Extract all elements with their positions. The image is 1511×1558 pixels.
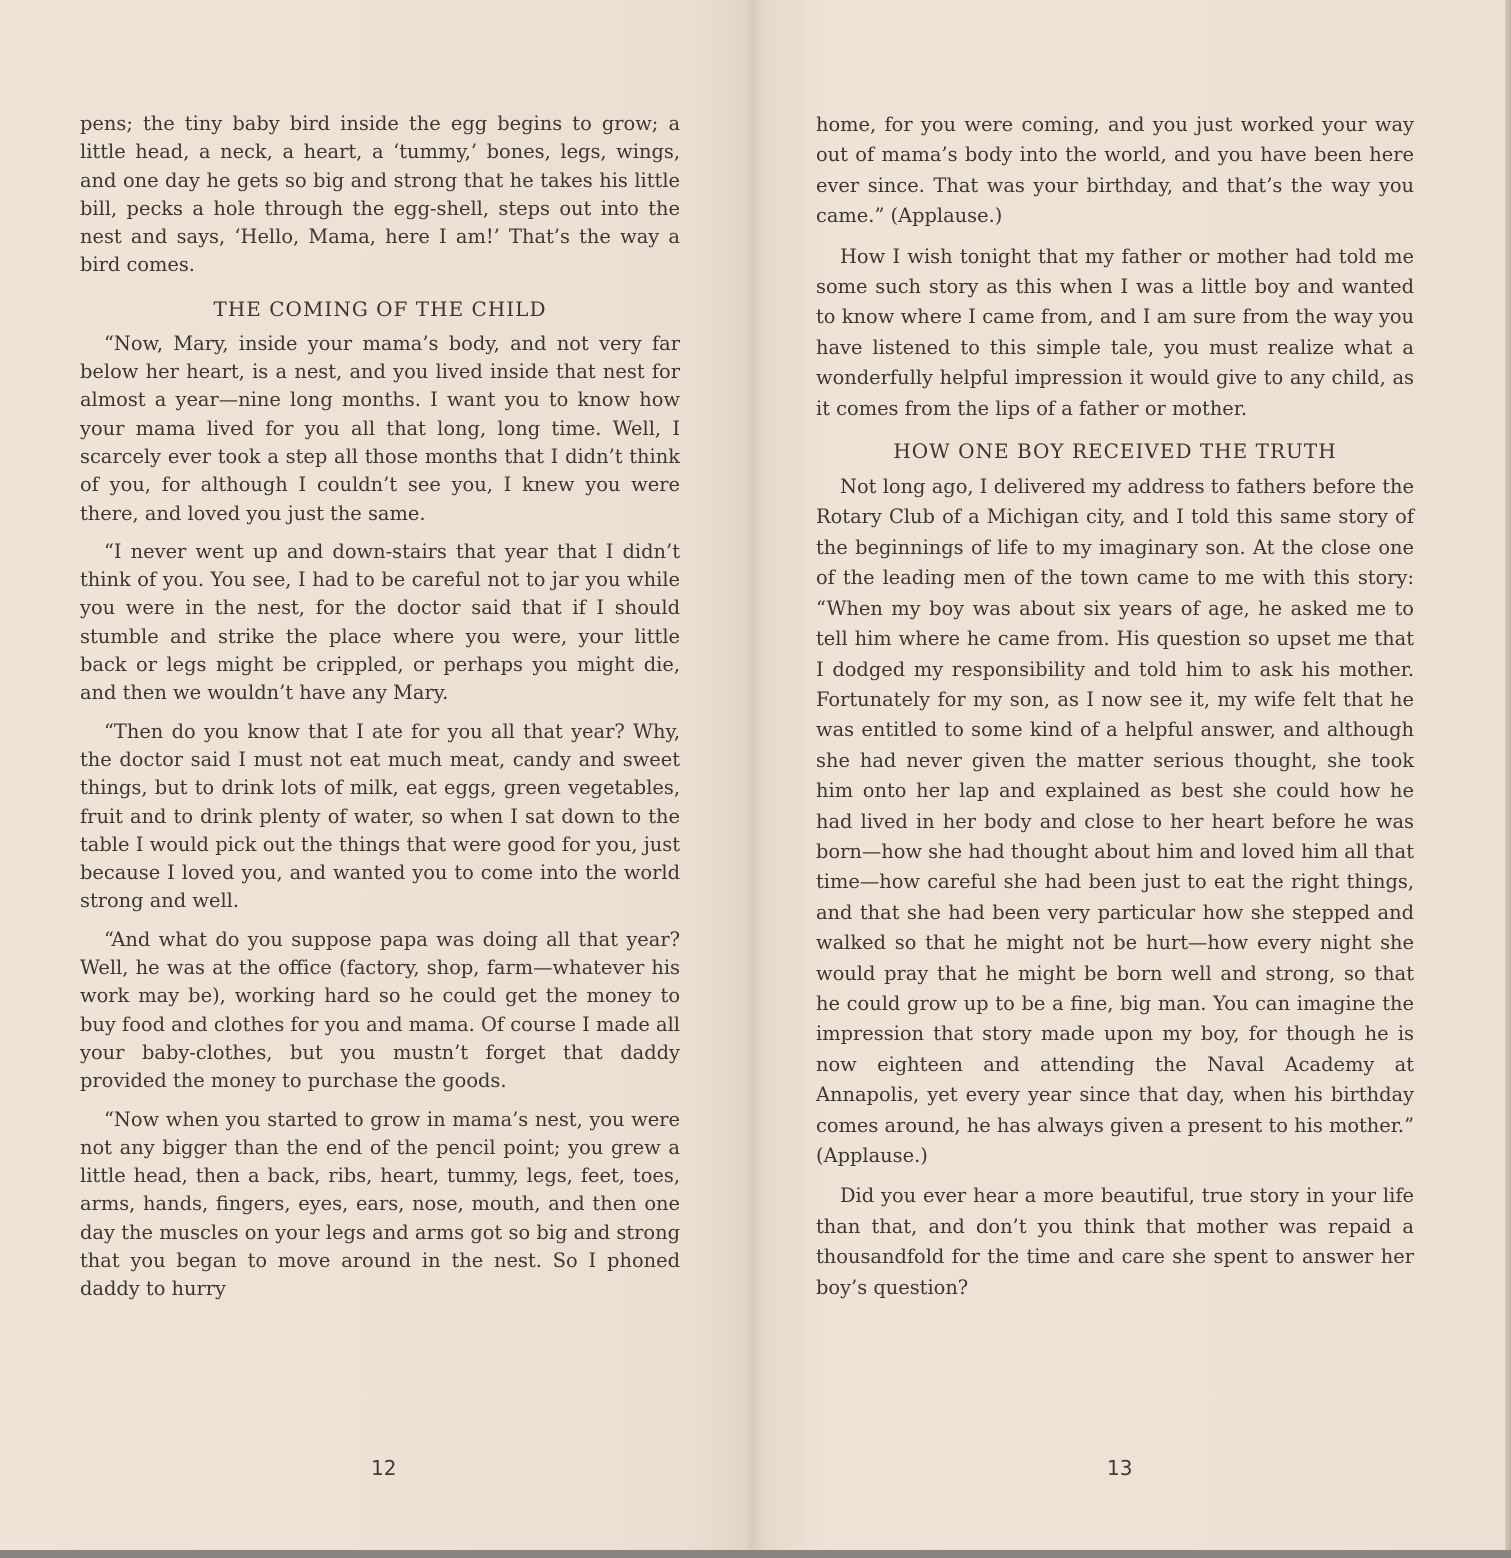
right-section-paragraph-2: Did you ever hear a more beautiful, true story in your life than that, and don’t you think that mother was repaid a thousandfold for the time and care she spent to answer her boy’s question? [816,1184,1414,1299]
left-paragraph-1: pens; the tiny baby bird inside the egg begins to grow; a little head, a neck, a heart, a ‘tummy,’ bones, legs, wings, and one day he gets so big and strong that he takes his little bill, pecks a hole through the egg-shell, steps out into the nest and says, ‘Hello, Mama, here I am!’ That’s the way a bird comes. [80,112,680,277]
left-section-paragraph-4: “And what do you suppose papa was doing all that year? Well, he was at the office (factory, shop, farm—whatever his work may be), working hard so he could get the money to buy food and clothes for you and mama. Of course I made all your baby-clothes, but you mustn’t forget that daddy provided the money to purchase the goods. [80,927,680,1093]
left-section-paragraph-3: “Then do you know that I ate for you all that year? Why, the doctor said I must not eat much meat, candy and sweet things, but to drink lots of milk, eat eggs, green vegetables, fruit and to drink plenty of water, so when I sat down to the table I would pick out the things that were good for you, just because I loved you, and wanted you to come into the world strong and well. [80,719,680,913]
right-paragraph-1: home, for you were coming, and you just worked your way out of mama’s body into the world, and you have been here ever since. That was your birthday, and that’s the way you came.” (Applause.) [816,113,1414,228]
left-page-number: 12 [371,1456,397,1480]
left-section-paragraph-5: “Now when you started to grow in mama’s nest, you were not any bigger than the end of the pencil point; you grew a little head, then a back, ribs, heart, tummy, legs, feet, toes, arms, hands, fingers, eyes, ears, nose, mouth, and then one day the muscles on your legs and arms got so big and strong that you began to move around in the nest. So I phoned daddy to hurry [80,1107,680,1301]
bottom-scan-edge [0,1550,1511,1558]
left-page [80,110,680,1314]
right-section-heading: HOW ONE BOY RECEIVED THE TRUTH [893,439,1337,464]
left-section-paragraph-1: “Now, Mary, inside your mama’s body, and not very far below her heart, is a nest, and you lived inside that nest for almost a year—nine long months. I want you to know how your mama lived for you all that long, long time. Well, I scarcely ever took a step all those months that I didn’t think of you, for although I couldn’t see you, I knew you were there, and loved you just the same. [80,331,680,525]
right-page-number: 13 [1107,1456,1133,1480]
right-paragraph-2: How I wish tonight that my father or mother had told me some such story as this when I was a little boy and wanted to know where I came from, and I am sure from the way you have listened to this simple tale, you must realize what a wonderfully helpful impression it would give to any child, as it comes from the lips of a father or mother. [816,244,1414,420]
right-page-edge [1505,0,1511,1558]
right-page [816,110,1414,1313]
left-section-heading: THE COMING OF THE CHILD [213,296,547,321]
right-section-paragraph-1: Not long ago, I delivered my address to fathers before the Rotary Club of a Michigan city, and I told this same story of the beginnings of life to my imaginary son. At the close one of the leading men of the town came to me with this story: “When my boy was about six years of age, he asked me to tell him where he came from. His question so upset me that I dodged my responsibility and told him to ask his mother. Fortunately for my son, as I now see it, my wife felt that he was entitled to some kind of a helpful answer, and although she had never given the matter serious thought, she took him onto her lap and explained as best she could how he had lived in her body and close to her heart before he was born—how she had thought about him and loved him all that time—how careful she had been just to eat the right things, and that she had been very particular how she stepped and walked so that he might not be hurt—how every night she would pray that he might be born well and strong, so that he could grow up to be a fine, big man. You can imagine the impression that story made upon my boy, for though he is now eighteen and attending the Naval Academy at Annapolis, yet every year since that day, when his birthday comes around, he has always given a present to his mother.” (Applause.) [816,475,1415,1167]
left-section-paragraph-2: “I never went up and down-stairs that year that I didn’t think of you. You see, I had to be careful not to jar you while you were in the nest, for the doctor said that if I should stumble and strike the place where you were, your little back or legs might be crippled, or perhaps you might die, and then we wouldn’t have any Mary. [80,539,680,705]
